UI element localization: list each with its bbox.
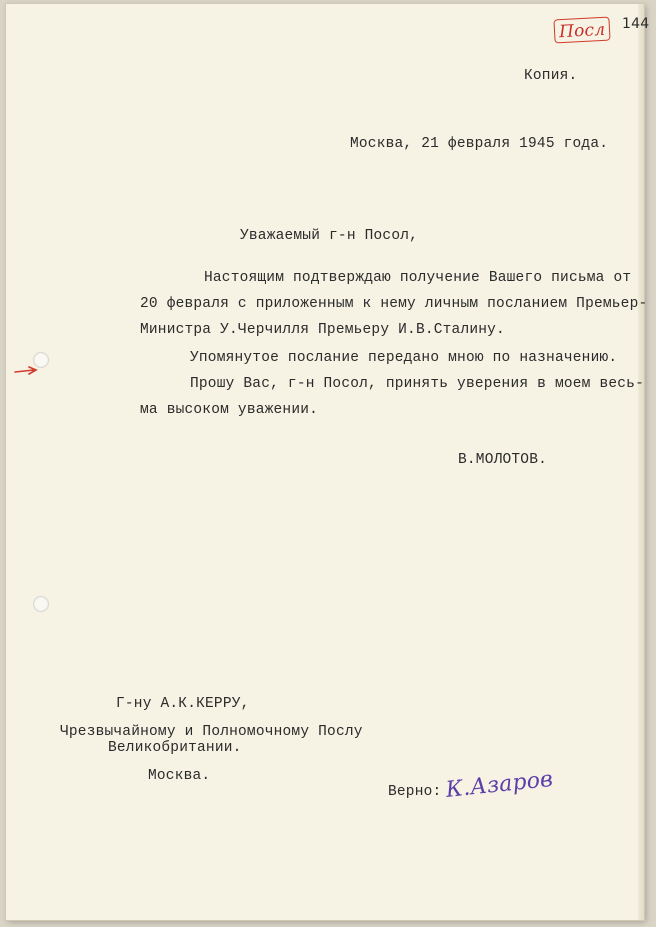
addressee-title: Чрезвычайному и Полномочному Послу: [60, 724, 363, 740]
page-edge: [638, 4, 644, 920]
red-pencil-mark-icon: [14, 366, 40, 376]
body-line: Упомянутое послание передано мною по назначению.: [190, 350, 618, 366]
addressee-city: Москва.: [148, 768, 211, 784]
body-line: 20 февраля с приложенным к нему личным посланием Премьер-: [140, 296, 648, 312]
copy-mark: Копия.: [524, 68, 578, 84]
body-line: ма высоком уважении.: [140, 402, 319, 418]
document-page: [6, 4, 650, 920]
salutation: Уважаемый г-н Посол,: [240, 228, 419, 244]
body-line: Министра У.Черчилля Премьеру И.В.Сталину.: [140, 322, 505, 338]
date-line: Москва, 21 февраля 1945 года.: [350, 136, 609, 152]
body-line: Настоящим подтверждаю получение Вашего письма от: [204, 270, 632, 286]
signature-name: В.МОЛОТОВ.: [458, 452, 548, 468]
folio-number: 144: [622, 16, 650, 32]
body-line: Прошу Вас, г-н Посол, принять уверения в моем весь-: [190, 376, 644, 392]
punch-hole-bottom: [33, 596, 49, 612]
addressee-name: Г-ну А.К.КЕРРУ,: [116, 696, 250, 712]
handwritten-signature: К.Азаров: [444, 766, 555, 803]
verification-label: Верно:: [388, 784, 442, 800]
addressee-title: Великобритании.: [108, 740, 242, 756]
red-handwritten-stamp: Посл: [553, 17, 610, 44]
